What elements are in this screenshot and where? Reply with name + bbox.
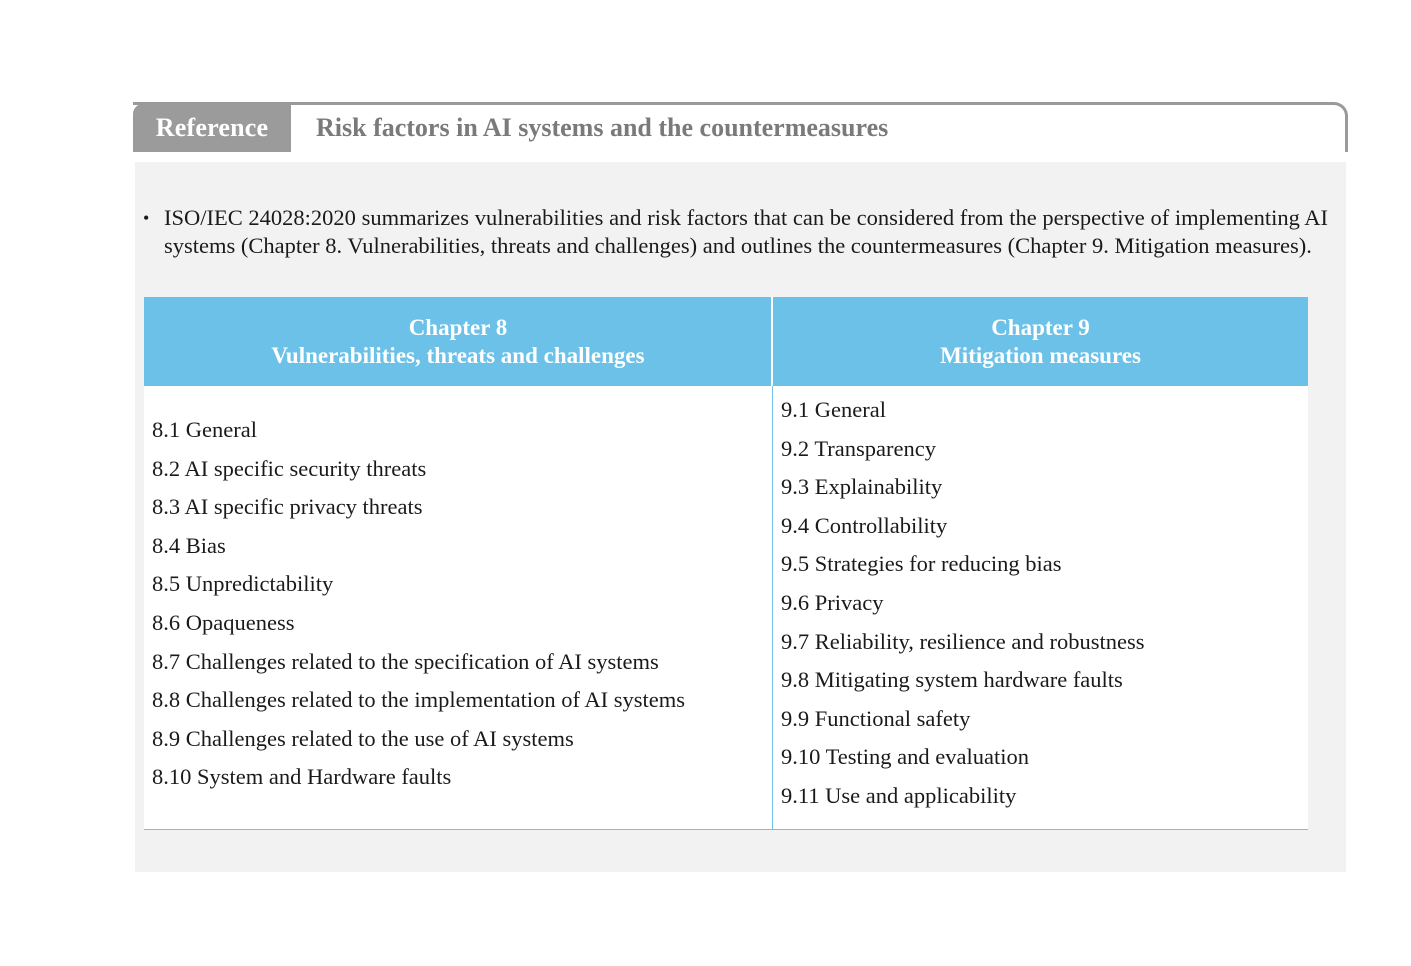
intro-paragraph (143, 204, 1328, 260)
chapter-8-label: Chapter 8 (408, 314, 508, 340)
list-item: 9.2 Transparency (781, 435, 936, 461)
page-title: Risk factors in AI systems and the countermeasures (316, 113, 889, 142)
list-item: 9.7 Reliability, resilience and robustness (781, 628, 1145, 654)
list-item: 8.6 Opaqueness (152, 609, 295, 635)
list-item: 9.9 Functional safety (781, 705, 971, 731)
list-item: 9.11 Use and applicability (781, 782, 1017, 808)
list-item: 8.4 Bias (152, 532, 226, 558)
chapter-9-title: Mitigation measures (940, 342, 1141, 368)
header-divider (771, 297, 773, 386)
list-item: 9.6 Privacy (781, 589, 884, 615)
list-item: 8.1 General (152, 417, 257, 442)
reference-tab (133, 104, 291, 152)
list-item: 9.3 Explainability (781, 474, 943, 500)
list-item: 8.8 Challenges related to the implementation of AI systems (152, 687, 686, 713)
list-item: 8.3 AI specific privacy threats (152, 494, 423, 520)
list-item: 9.10 Testing and evaluation (781, 744, 1029, 770)
chapter-table (144, 297, 1308, 830)
chapter-9-label: Chapter 9 (991, 314, 1090, 340)
list-item: 9.5 Strategies for reducing bias (781, 551, 1062, 577)
list-item: 8.10 System and Hardware faults (152, 764, 452, 790)
list-item: 8.7 Challenges related to the specification of AI systems (152, 648, 659, 674)
list-item: 8.5 Unpredictability (152, 571, 334, 597)
list-item: 9.8 Mitigating system hardware faults (781, 667, 1123, 693)
chapter-8-list (152, 411, 685, 797)
bullet-marker: • (143, 208, 150, 228)
table-header-chapter-9 (773, 297, 1308, 386)
list-item: 9.4 Controllability (781, 512, 948, 538)
list-item: 8.2 AI specific security threats (152, 455, 427, 481)
chapter-9-list (781, 391, 1144, 816)
table-header-chapter-8 (144, 297, 772, 386)
list-item: 9.1 General (781, 397, 886, 422)
list-item: 8.9 Challenges related to the use of AI systems (152, 725, 574, 751)
reference-tab-label: Reference (155, 113, 269, 142)
chapter-8-title: Vulnerabilities, threats and challenges (271, 342, 645, 368)
intro-text: ISO/IEC 24028:2020 summarizes vulnerabilities and risk factors that can be considered from the perspective of implementing AI systems (Chapter 8. Vulnerabilities, threats and challenges) and outlines the countermeasures (Chapter 9. Mitigation measures). (164, 205, 1328, 258)
